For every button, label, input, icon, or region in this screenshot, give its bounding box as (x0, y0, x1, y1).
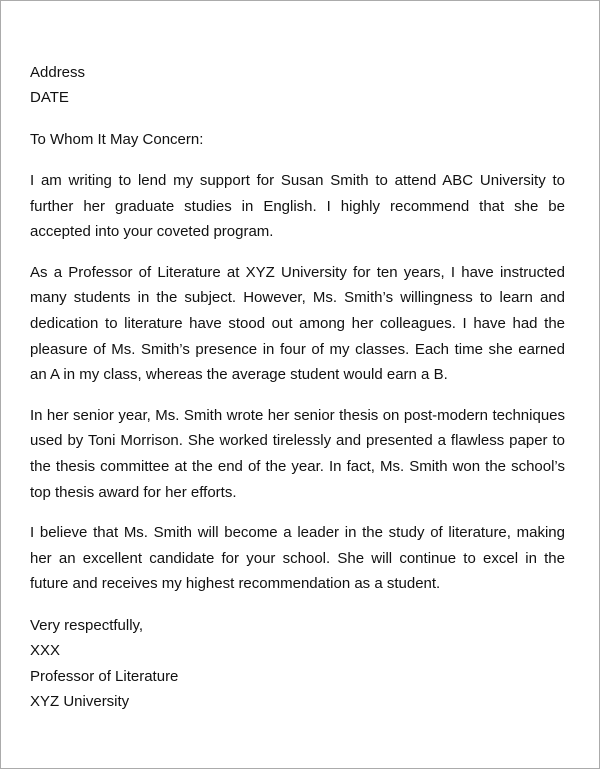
letter-date: DATE (30, 89, 69, 106)
letter-closing (30, 613, 565, 715)
sender-address: Address (30, 64, 86, 81)
body-paragraph-3: In her senior year, Ms. Smith wrote her senior thesis on post-modern techniques used by Toni Morrison. She worked tirelessly and presented a flawless paper to the thesis committee at the end of the year. In fact, Ms. Smith won the school’s top thesis award for her efforts. (30, 406, 565, 501)
body-paragraph-1: I am writing to lend my support for Susan Smith to attend ABC University to further her graduate studies in English. I highly recommend that she be accepted into your coveted program. (30, 172, 565, 241)
letter-header (30, 60, 565, 110)
valediction: Very respectfully, (30, 616, 144, 634)
signer-name: XXX (30, 642, 61, 660)
body-paragraph-4: I believe that Ms. Smith will become a leader in the study of literature, making her an excellent candidate for your school. She will continue to excel in the future and receives my highest recommendation as a student. (30, 524, 565, 593)
letter-content (30, 60, 565, 715)
body-paragraph-2: As a Professor of Literature at XYZ University for ten years, I have instructed many students in the subject. However, Ms. Smith’s willingness to learn and dedication to literature have stood out among her colleagues. I have had the pleasure of Ms. Smith’s presence in four of my classes. Each time she earned an A in my class, whereas the average student would earn a B. (30, 263, 565, 384)
salutation: To Whom It May Concern: (30, 131, 204, 148)
signer-institution: XYZ University (30, 693, 130, 711)
signer-title: Professor of Literature (30, 667, 179, 685)
